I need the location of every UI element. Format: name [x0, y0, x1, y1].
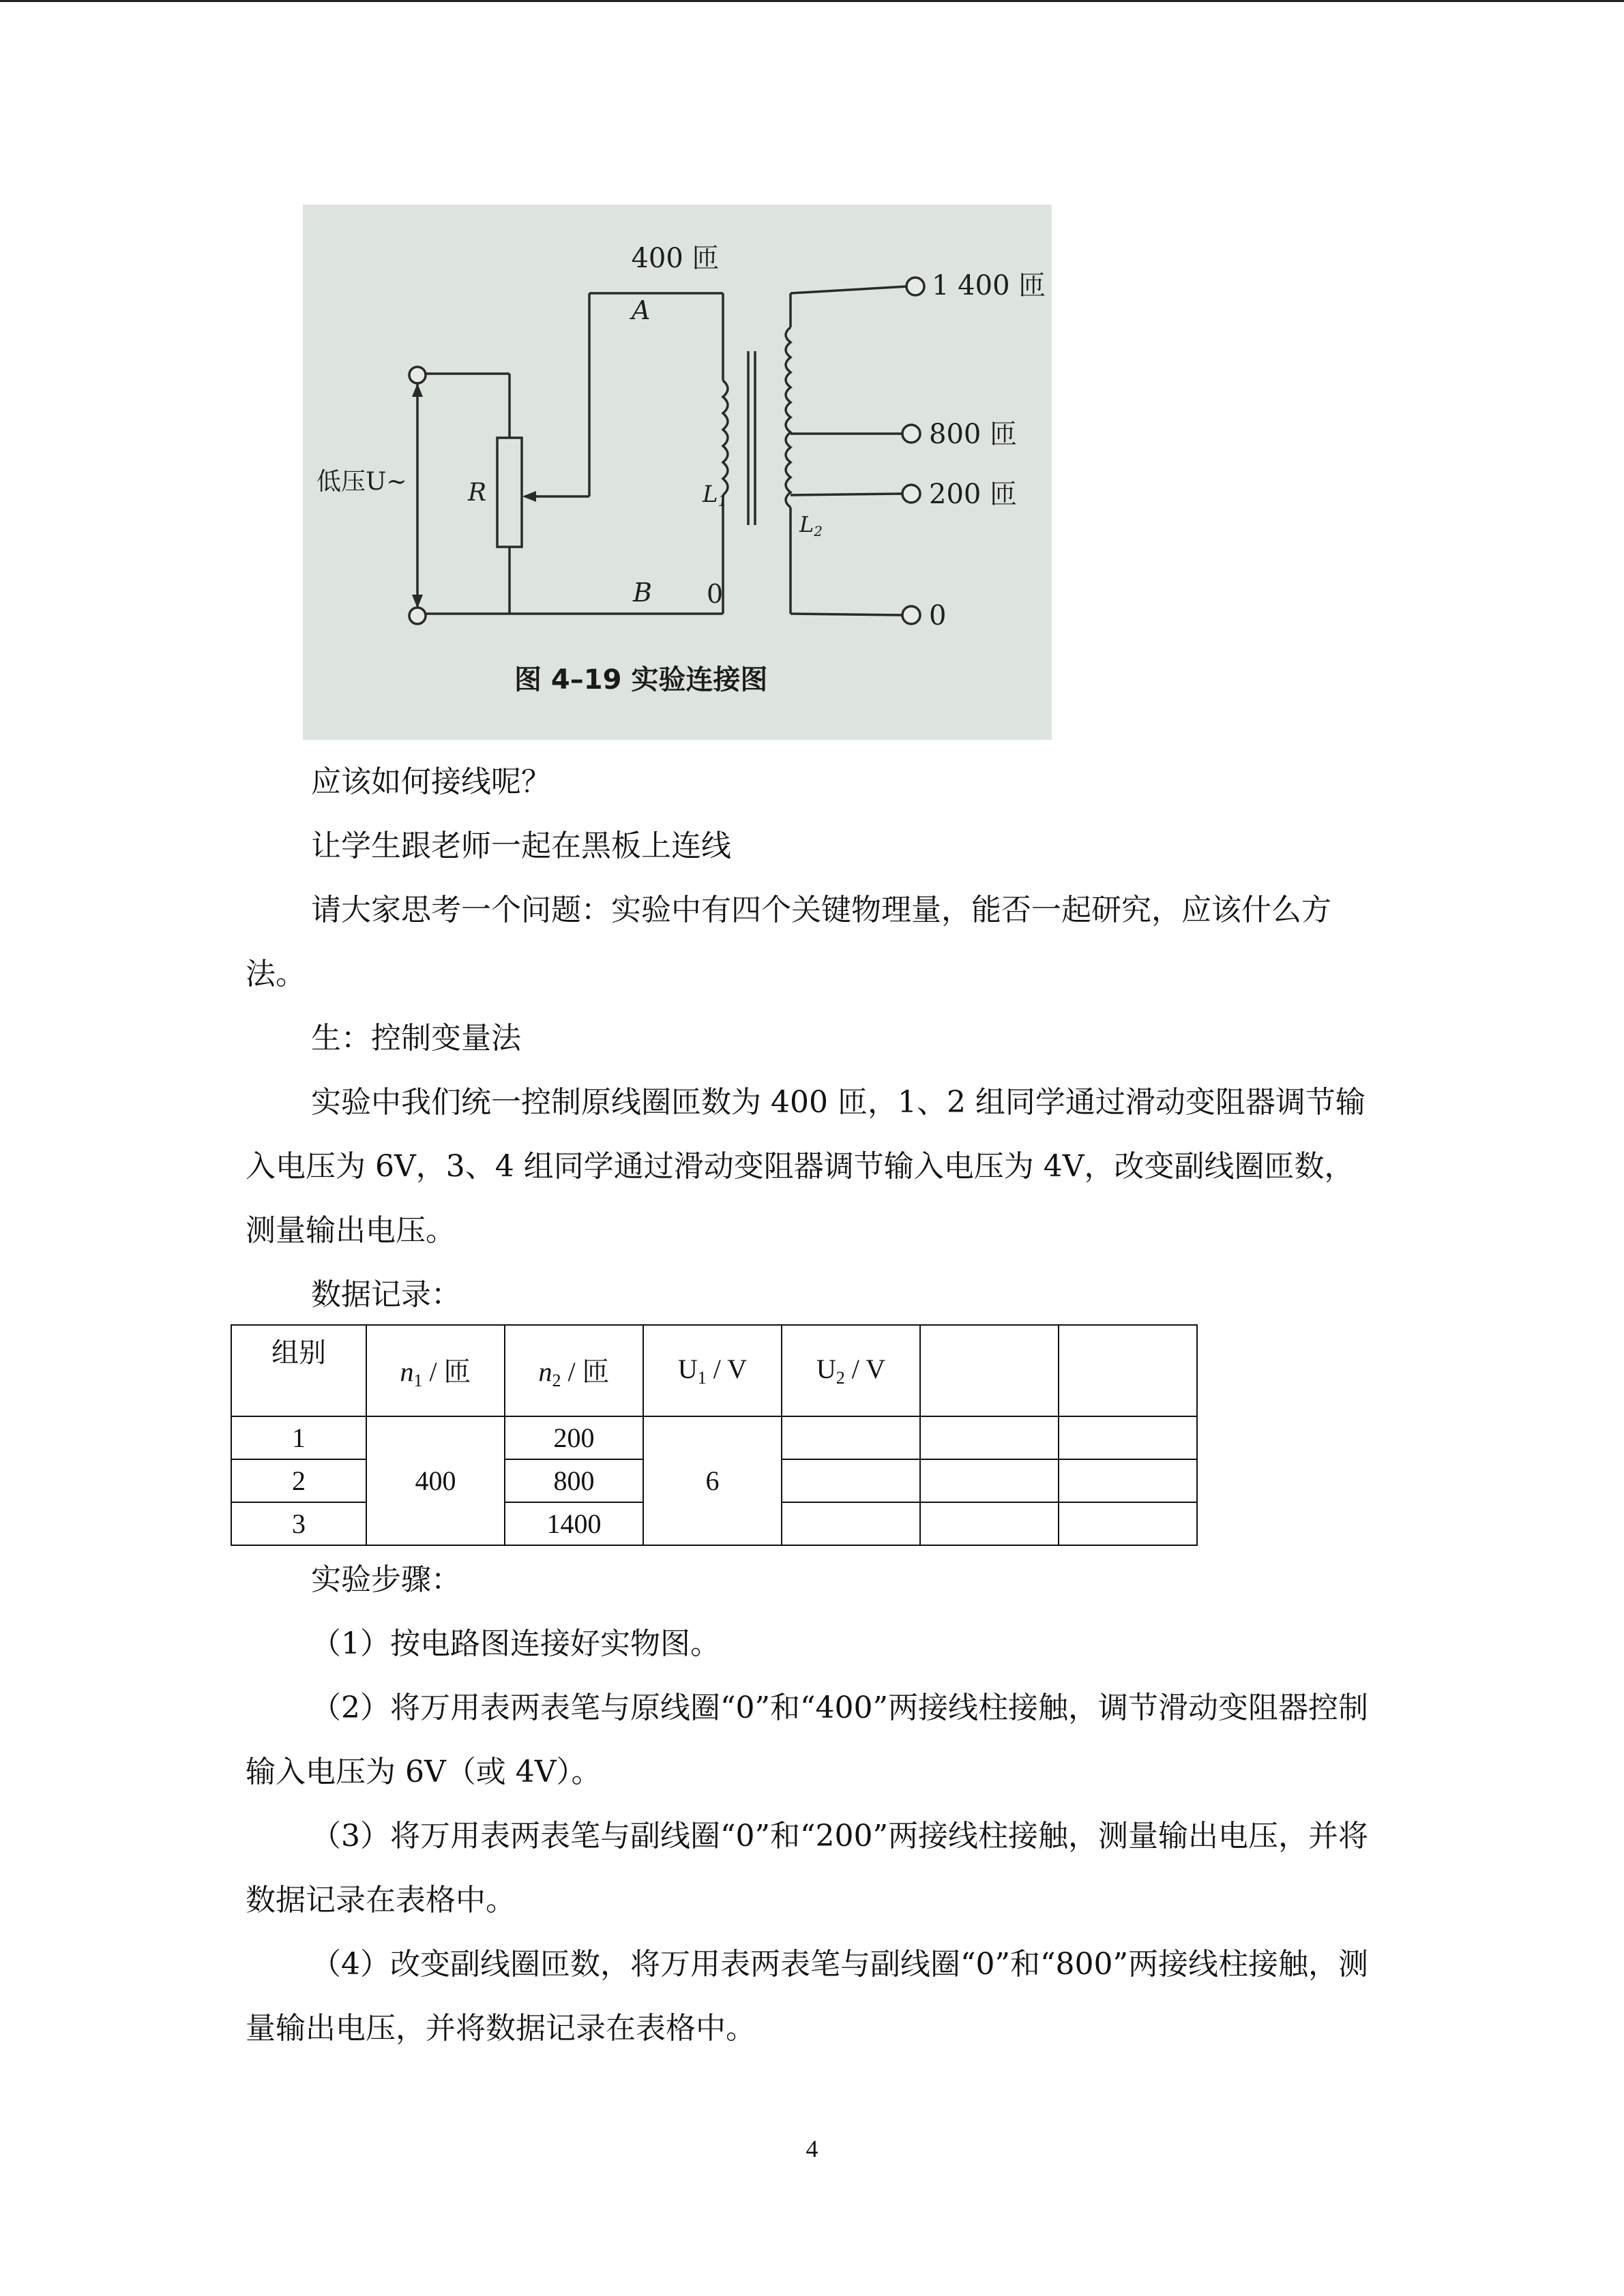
primary-coil-label: L1 [703, 481, 728, 510]
cell-u2 [782, 1459, 920, 1502]
cell-empty [920, 1416, 1059, 1459]
step-3: （3）将万用表两表笔与副线圈“0”和“200”两接线柱接触，测量输出电压，并将数据记录在表格中。 [246, 1819, 1368, 1918]
paragraph-steps-heading: 实验步骤： [311, 1562, 461, 1597]
cell-empty [1059, 1459, 1197, 1502]
circuit-figure [303, 205, 1052, 740]
cell-group: 2 [231, 1459, 366, 1502]
header-u1: $U_1$ / V [643, 1325, 782, 1416]
tap-800-label: 800 匝 [929, 419, 1018, 450]
top-border-line [0, 0, 1624, 2]
tap-200-label: 200 匝 [929, 479, 1018, 510]
node-0-label: 0 [707, 579, 724, 609]
data-table [231, 1324, 1198, 1546]
step-2: （2）将万用表两表笔与原线圈“0”和“400”两接线柱接触，调节滑动变阻器控制输入电压为 6V（或 4V）。 [246, 1690, 1368, 1789]
cell-empty [1059, 1502, 1197, 1545]
header-empty-1 [920, 1325, 1059, 1416]
source-label: 低压U~ [316, 468, 407, 496]
page-number: 4 [806, 2135, 818, 2162]
header-u2: $U_2$ / V [782, 1325, 920, 1416]
cell-empty [920, 1502, 1059, 1545]
node-a-label: A [632, 295, 651, 325]
paragraph-answer: 生：控制变量法 [311, 1021, 521, 1056]
header-n1: $n_1$ / 匝 [366, 1325, 505, 1416]
tap-1400-label: 1 400 匝 [932, 270, 1046, 301]
paragraph-students-wire: 让学生跟老师一起在黑板上连线 [311, 829, 731, 863]
table-row [231, 1416, 1197, 1459]
header-empty-2 [1059, 1325, 1197, 1416]
resistor-label: R [468, 479, 487, 507]
cell-u2 [782, 1502, 920, 1545]
node-b-label: B [633, 578, 652, 608]
step-4: （4）改变副线圈匝数，将万用表两表笔与副线圈“0”和“800”两接线柱接触，测量输出电压，并将数据记录在表格中。 [246, 1947, 1368, 2046]
cell-group: 1 [231, 1416, 366, 1459]
cell-group: 3 [231, 1502, 366, 1545]
cell-u1-merged: 6 [643, 1416, 782, 1545]
table-header-row [231, 1325, 1197, 1416]
cell-empty [1059, 1416, 1197, 1459]
step-1: （1）按电路图连接好实物图。 [311, 1626, 720, 1661]
figure-caption: 图 4–19 实验连接图 [514, 664, 768, 696]
paragraph-question: 请大家思考一个问题：实验中有四个关键物理量，能否一起研究，应该什么方法。 [246, 893, 1331, 992]
paragraph-experiment-setup: 实验中我们统一控制原线圈匝数为 400 匝，1、2 组同学通过滑动变阻器调节输入电压为 6V，3、4 组同学通过滑动变阻器调节输入电压为 4V，改变副线圈匝数，测量输出电压。 [246, 1085, 1365, 1248]
tap-0-label: 0 [929, 600, 947, 631]
secondary-coil-label: L2 [799, 511, 823, 539]
cell-u2 [782, 1416, 920, 1459]
cell-n1-merged: 400 [366, 1416, 505, 1545]
cell-empty [920, 1459, 1059, 1502]
cell-n2: 1400 [505, 1502, 643, 1545]
header-group: 组别 [231, 1325, 366, 1416]
header-n2: $n_2$ / 匝 [505, 1325, 643, 1416]
primary-turns-label: 400 匝 [631, 243, 720, 274]
circuit-diagram [303, 205, 1052, 740]
paragraph-data-record: 数据记录： [311, 1277, 461, 1312]
cell-n2: 200 [505, 1416, 643, 1459]
cell-n2: 800 [505, 1459, 643, 1502]
paragraph-how-to-wire: 应该如何接线呢？ [311, 764, 551, 799]
